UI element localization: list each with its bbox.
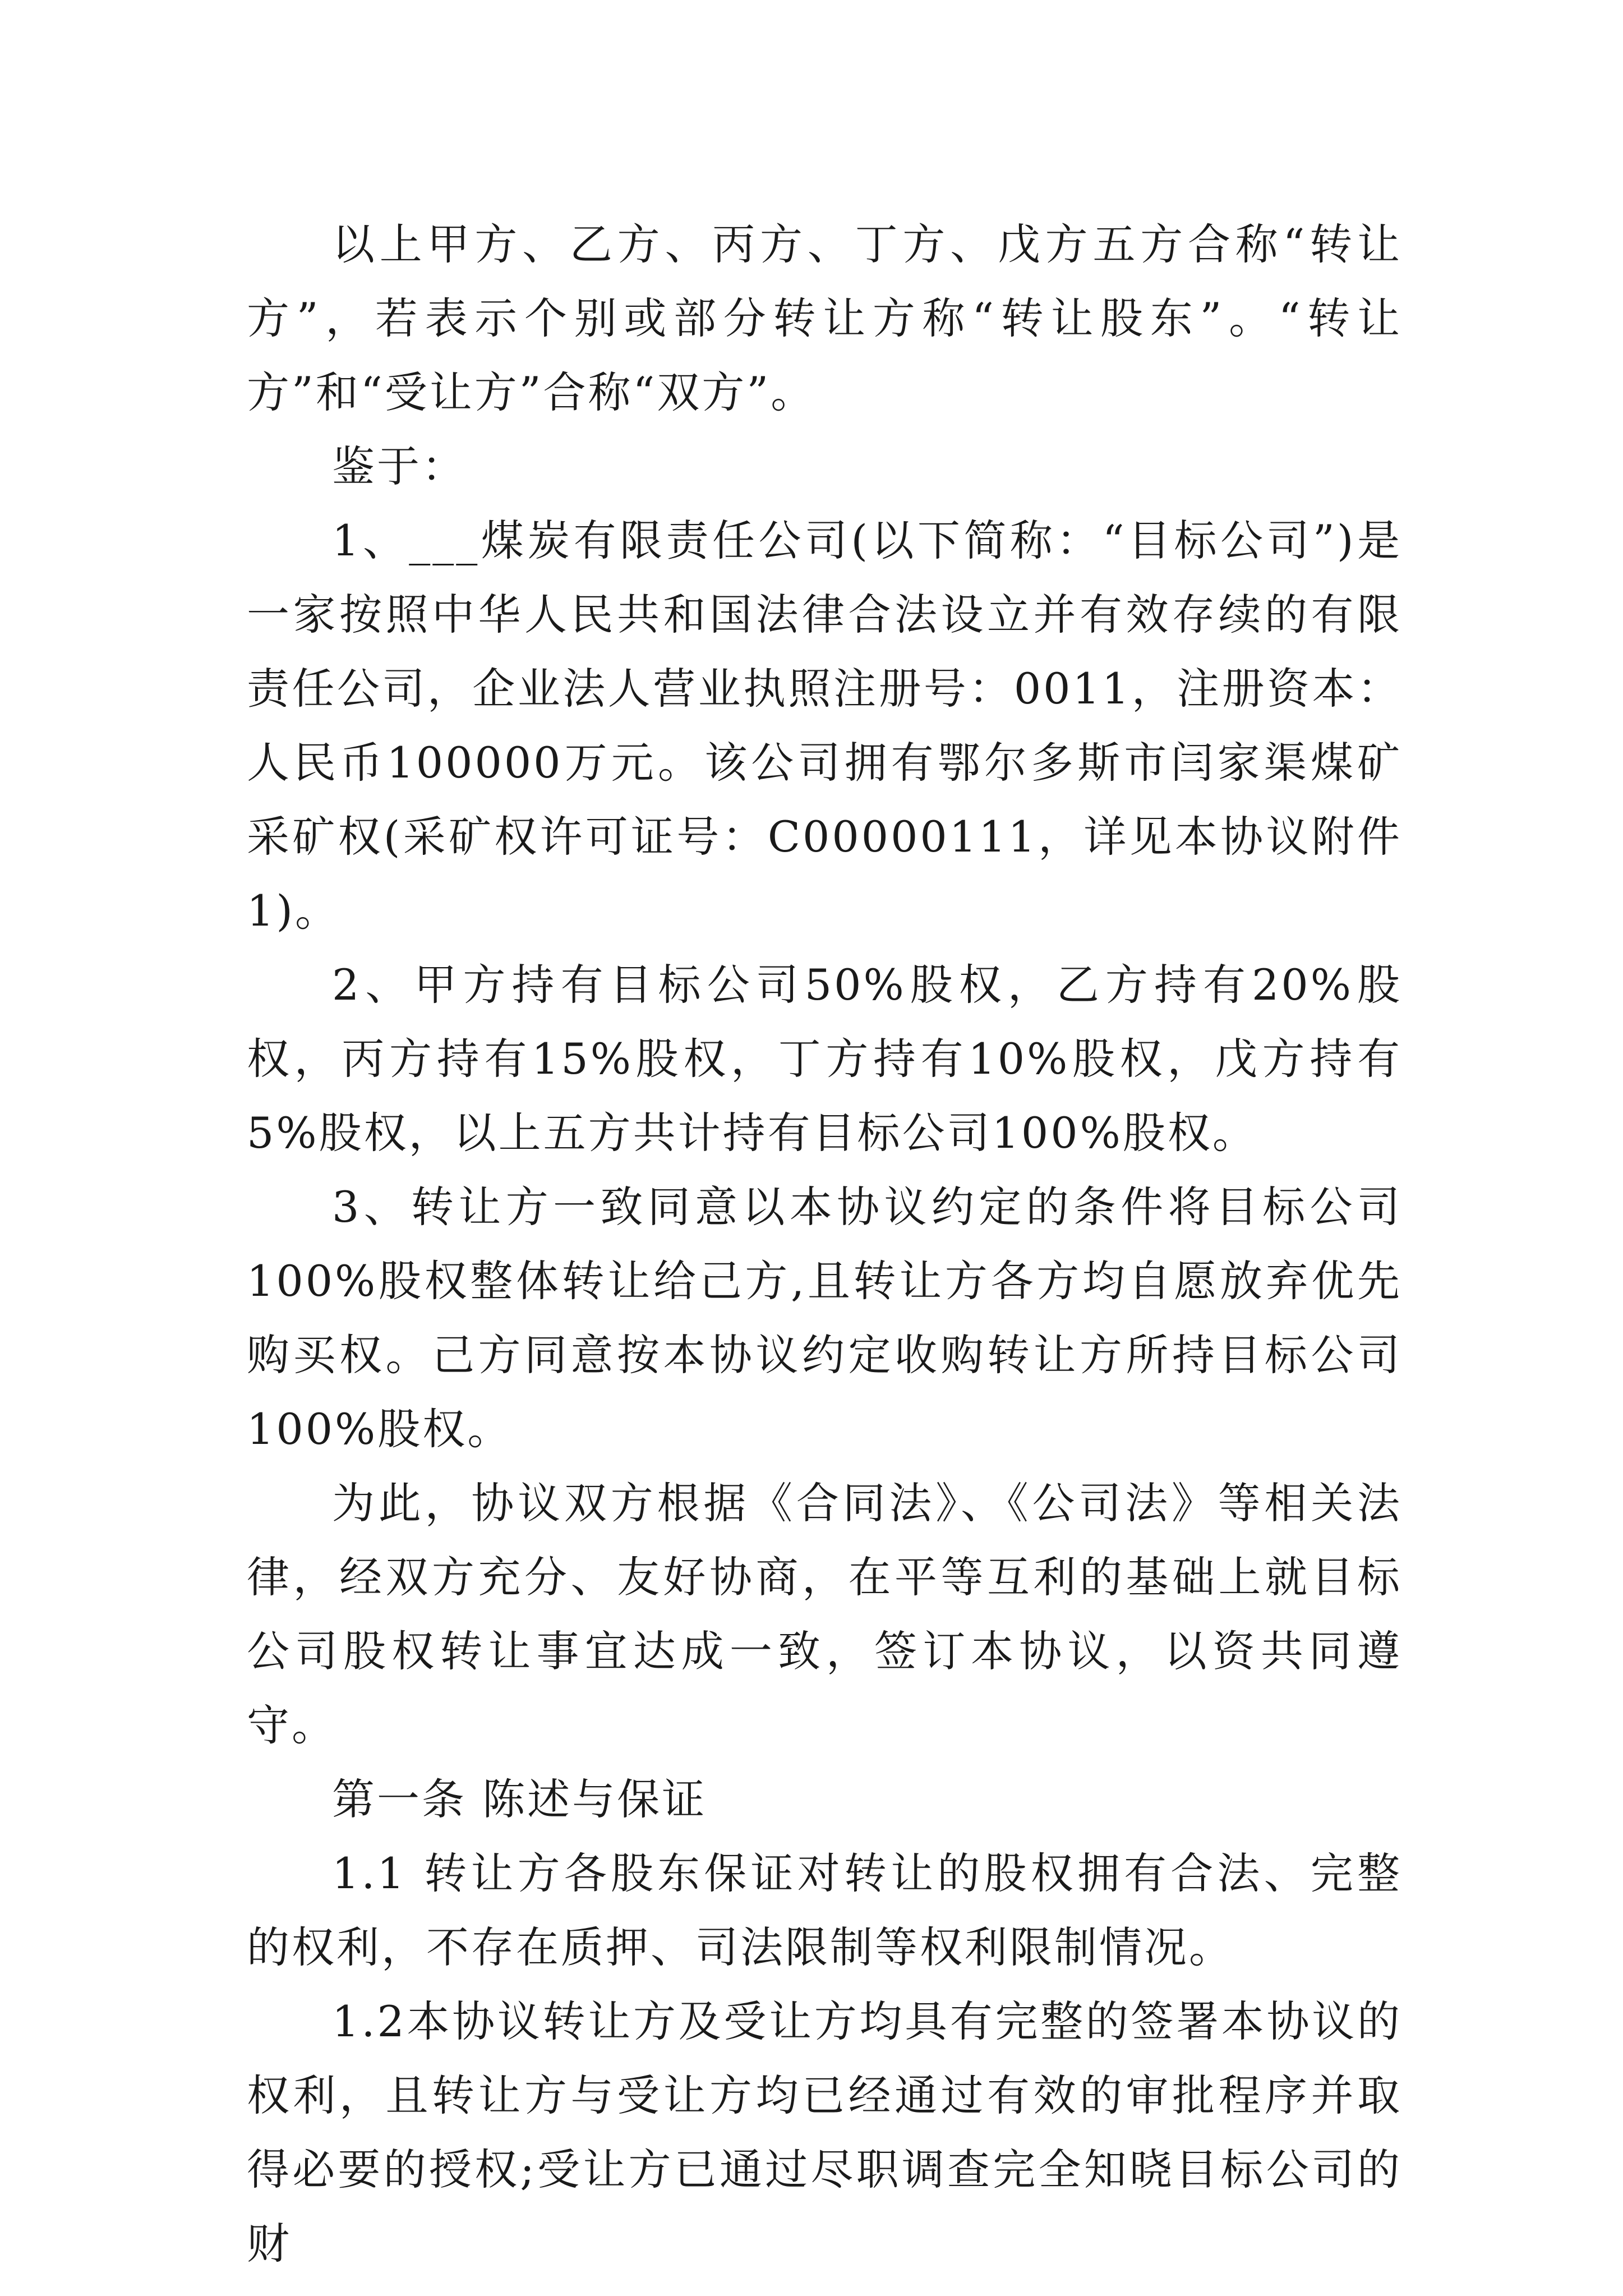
- clause-1-2: 1.2本协议转让方及受让方均具有完整的签署本协议的权利，且转让方与受让方均已经通过有效的审批程序并取得必要的授权;受让方已通过尽职调查完全知晓目标公司的财: [247, 1996, 1402, 2269]
- paragraph-recital-2: 2、甲方持有目标公司50%股权，乙方持有20%股权，丙方持有15%股权，丁方持有10%股权，戊方持有5%股权，以上五方共计持有目标公司100%股权。: [247, 960, 1402, 1158]
- article-1-heading: 第一条 陈述与保证: [332, 1774, 707, 1824]
- paragraph-recital-1: 1、___煤炭有限责任公司(以下简称：“目标公司”)是一家按照中华人民共和国法律合法设立并有效存续的有限责任公司，企业法人营业执照注册号：0011，注册资本：人民币100000万元。该公司拥有鄂尔多斯市闫家渠煤矿采矿权(采矿权许可证号：C00000111，详见本协议附件1)。: [247, 516, 1402, 936]
- paragraph-recital-3: 3、转让方一致同意以本协议约定的条件将目标公司100%股权整体转让给己方,且转让方各方均自愿放弃优先购买权。己方同意按本协议约定收购转让方所持目标公司100%股权。: [247, 1182, 1402, 1454]
- clause-1-1: 1.1 转让方各股东保证对转让的股权拥有合法、完整的权利，不存在质押、司法限制等权利限制情况。: [247, 1848, 1402, 1972]
- paragraph-whereas: 鉴于：: [332, 441, 467, 491]
- paragraph-parties-definition: 以上甲方、乙方、丙方、丁方、戊方五方合称“转让方”，若表示个别或部分转让方称“转让股东”。“转让方”和“受让方”合称“双方”。: [247, 219, 1402, 417]
- document-body: [247, 208, 1402, 2281]
- paragraph-therefore: 为此，协议双方根据《合同法》、《公司法》等相关法律，经双方充分、友好协商，在平等互利的基础上就目标公司股权转让事宜达成一致，签订本协议，以资共同遵守。: [247, 1478, 1402, 1750]
